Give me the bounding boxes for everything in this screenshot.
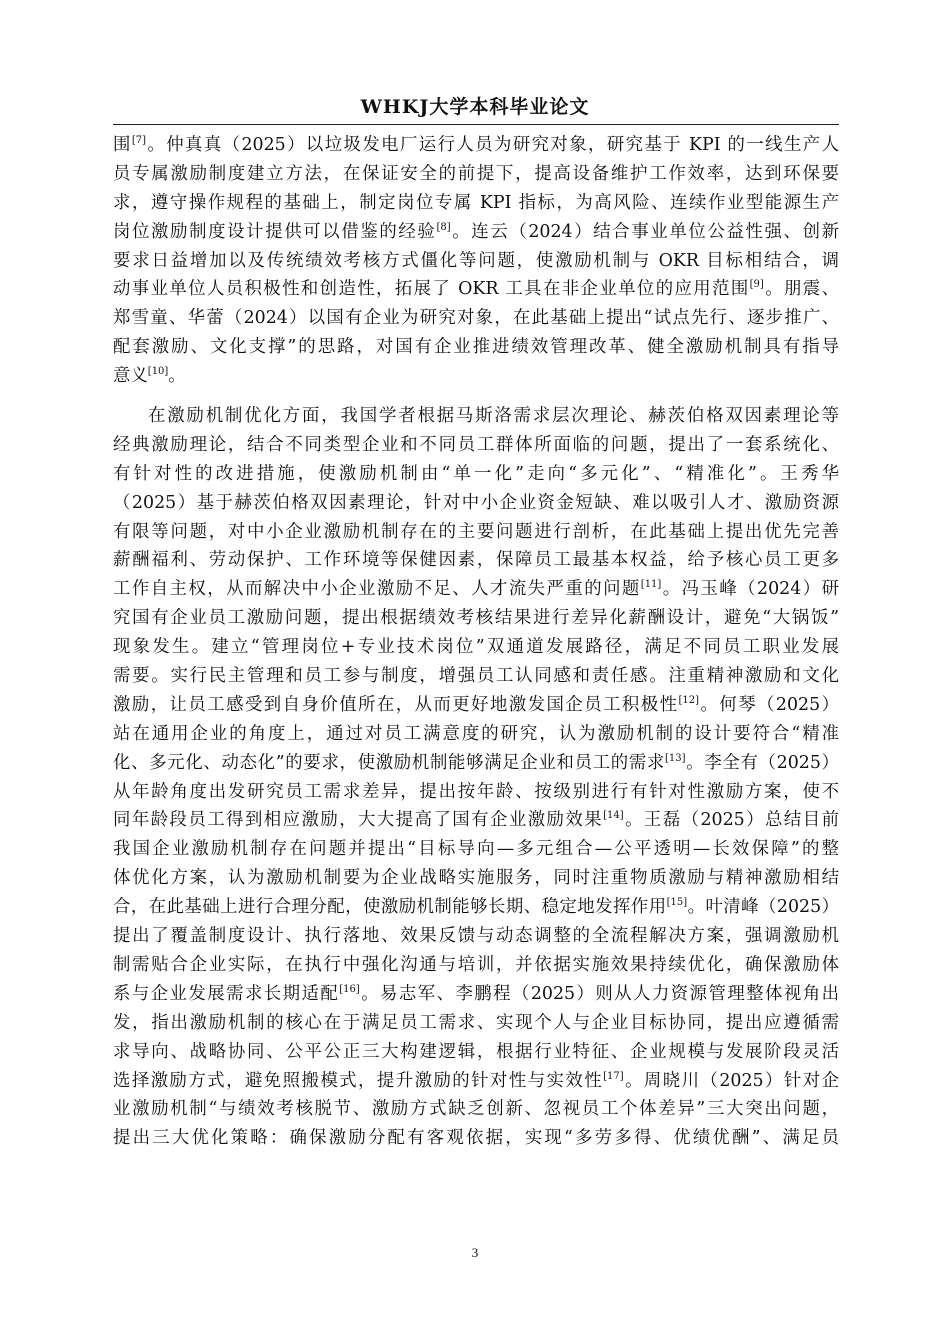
line-text-continued: 。叶清峰（2025）	[687, 897, 839, 918]
text-line	[113, 835, 839, 864]
text-line	[113, 575, 839, 604]
text-line	[113, 275, 839, 304]
line-text-continued: 。连云（2024）结合事业单位公益性强、创新	[450, 221, 839, 242]
line-text-continued: 。仲真真（2025）以垃圾发电厂运行人员为研究对象，研究基于 KPI 的一线生产人	[145, 135, 839, 155]
line-text: 提出了覆盖制度设计、执行落地、效果反馈与动态调整的全流程解决方案，强调激励机	[113, 926, 839, 947]
text-line	[113, 489, 839, 518]
line-text: 需要。实行民主管理和员工参与制度，增强员工认同感和责任感。注重精神激励和文化	[113, 666, 839, 687]
text-line	[113, 304, 839, 333]
line-text: 体优化方案，认为激励机制要为企业战略实施服务，同时注重物质激励与精神激励相结	[113, 868, 839, 889]
text-line	[113, 189, 839, 218]
page-number: 3	[471, 1245, 479, 1260]
text-line	[113, 691, 839, 720]
text-line	[113, 333, 839, 362]
line-text: 站在通用企业的角度上，通过对员工满意度的研究，认为激励机制的设计要符合“精准	[113, 723, 839, 744]
header-divider	[113, 124, 839, 125]
line-text: 现象发生。建立“管理岗位+专业技术岗位”双通道发展路径，满足不同员工职业发展	[113, 637, 839, 658]
line-text: 求，遵守操作规程的基础上，制定岗位专属 KPI 指标，为高风险、连续作业型能源生产	[113, 192, 839, 213]
line-text: 同年龄段员工得到相应激励，大大提高了国有企业激励效果	[113, 810, 604, 831]
line-text: 动事业单位人员积极性和创造性，拓展了 OKR 工具在非企业单位的应用范围	[113, 279, 750, 300]
line-text: 业激励机制“与绩效考核脱节、激励方式缺乏创新、忽视员工个体差异”三大突出问题，	[113, 1099, 839, 1120]
text-line	[113, 806, 839, 835]
text-line	[113, 362, 839, 391]
line-text: 工作自主权，从而解决中小企业激励不足、人才流失严重的问题	[113, 579, 641, 600]
paragraph-1	[113, 131, 839, 391]
text-line	[113, 247, 839, 276]
text-line	[113, 662, 839, 691]
text-line	[113, 864, 839, 893]
text-line	[113, 1038, 839, 1067]
line-text: 究国有企业员工激励问题，提出根据绩效考核结果进行差异化薪酬设计，避免“大锅饭”	[113, 608, 839, 629]
line-text: 在激励机制优化方面，我国学者根据马斯洛需求层次理论、赫茨伯格双因素理论等	[148, 406, 839, 427]
citation-marker: [15]	[666, 897, 688, 909]
line-text: 发，指出激励机制的核心在于满足员工需求、实现个人与企业目标协同，提出应遵循需	[113, 1012, 839, 1033]
line-text: 系与企业发展需求长期适配	[113, 983, 340, 1004]
text-line	[113, 1067, 839, 1096]
line-text: 有针对性的改进措施，使激励机制由“单一化”走向“多元化”、“精准化”。王秀华	[113, 463, 839, 484]
paragraph-2	[113, 402, 839, 1153]
line-text: 化、多元化、动态化”的要求，使激励机制能够满足企业和员工的需求	[113, 752, 666, 773]
line-text: 郑雪童、华蕾（2024）以国有企业为研究对象，在此基础上提出“试点先行、逐步推广、	[113, 308, 839, 329]
line-text-continued: 。周晓川（2025）针对企	[623, 1070, 839, 1091]
line-text: 要求日益增加以及传统绩效考核方式僵化等问题，使激励机制与 OKR 目标相结合，调	[113, 250, 839, 271]
line-text: 岗位激励制度设计提供可以借鉴的经验	[113, 221, 437, 242]
text-line	[113, 460, 839, 489]
line-text: （2025）基于赫茨伯格双因素理论，针对中小企业资金短缺、难以吸引人才、激励资源	[113, 492, 839, 513]
line-text: 从年龄角度出发研究员工需求差异，提出按年龄、按级别进行有针对性激励方案，使不	[113, 781, 839, 802]
line-text: 围	[113, 135, 132, 155]
line-text: 员专属激励制度建立方法，在保证安全的前提下，提高设备维护工作效率，达到环保要	[113, 163, 839, 184]
text-line	[113, 131, 839, 160]
citation-marker: [13]	[665, 752, 686, 764]
citation-marker: [16]	[339, 984, 360, 996]
text-line	[113, 1124, 839, 1153]
text-line	[113, 720, 839, 749]
citation-marker: [8]	[436, 221, 451, 233]
text-line	[113, 922, 839, 951]
line-text: 制需贴合企业实际，在执行中强化沟通与培训，并依据实施效果持续优化，确保激励体	[113, 954, 839, 975]
line-text-continued: 。	[168, 366, 186, 387]
citation-marker: [12]	[678, 695, 700, 707]
text-line	[113, 778, 839, 807]
text-line	[113, 402, 839, 431]
text-line	[113, 893, 839, 922]
line-text-continued: 。朋震、	[763, 279, 839, 300]
line-text-continued: 。冯玉峰（2024）研	[661, 579, 839, 600]
text-line	[113, 518, 839, 547]
citation-marker: [11]	[640, 579, 662, 591]
text-line	[113, 604, 839, 633]
line-text: 经典激励理论，结合不同类型企业和不同员工群体所面临的问题，提出了一套系统化、	[113, 434, 839, 455]
text-line	[113, 160, 839, 189]
line-text-continued: 。何琴（2025）	[699, 694, 839, 715]
page-header-title: WHKJ大学本科毕业论文	[360, 96, 590, 118]
line-text-continued: 。王磊（2025）总结目前	[623, 810, 839, 831]
text-line	[113, 749, 839, 778]
line-text: 激励，让员工感受到自身价值所在，从而更好地激发国企员工积极性	[113, 694, 679, 715]
line-text: 配套激励、文化支撑”的思路，对国有企业推进绩效管理改革、健全激励机制具有指导	[113, 337, 839, 358]
line-text: 薪酬福利、劳动保护、工作环境等保健因素，保障员工最基本权益，给予核心员工更多	[113, 550, 839, 571]
citation-marker: [7]	[131, 135, 146, 147]
text-line	[113, 1095, 839, 1124]
line-text: 有限等问题，对中小企业激励机制存在的主要问题进行剖析，在此基础上提出优先完善	[113, 521, 839, 542]
line-text: 我国企业激励机制存在问题并提出“目标导向—多元组合—公平透明—长效保障”的整	[113, 839, 839, 860]
citation-marker: [14]	[603, 810, 624, 822]
citation-marker: [17]	[603, 1070, 624, 1082]
line-text-continued: 。易志军、李鹏程（2025）则从人力资源管理整体视角出	[359, 983, 839, 1004]
line-text-continued: 。李全有（2025）	[685, 752, 839, 773]
text-line	[113, 980, 839, 1009]
line-text: 选择激励方式，避免照搬模式，提升激励的针对性与实效性	[113, 1070, 604, 1091]
text-line	[113, 431, 839, 460]
line-text: 提出三大优化策略：确保激励分配有客观依据，实现“多劳多得、优绩优酬”、满足员	[113, 1128, 839, 1149]
text-line	[113, 546, 839, 575]
line-text: 意义	[113, 366, 148, 387]
citation-marker: [10]	[147, 366, 169, 378]
text-line	[113, 218, 839, 247]
text-line	[113, 951, 839, 980]
document-body	[113, 131, 839, 1153]
text-line	[113, 633, 839, 662]
text-line	[113, 1009, 839, 1038]
line-text: 合，在此基础上进行合理分配，使激励机制能够长期、稳定地发挥作用	[113, 897, 667, 918]
line-text: 求导向、战略协同、公平公正三大构建逻辑，根据行业特征、企业规模与发展阶段灵活	[113, 1041, 839, 1062]
citation-marker: [9]	[749, 279, 764, 291]
